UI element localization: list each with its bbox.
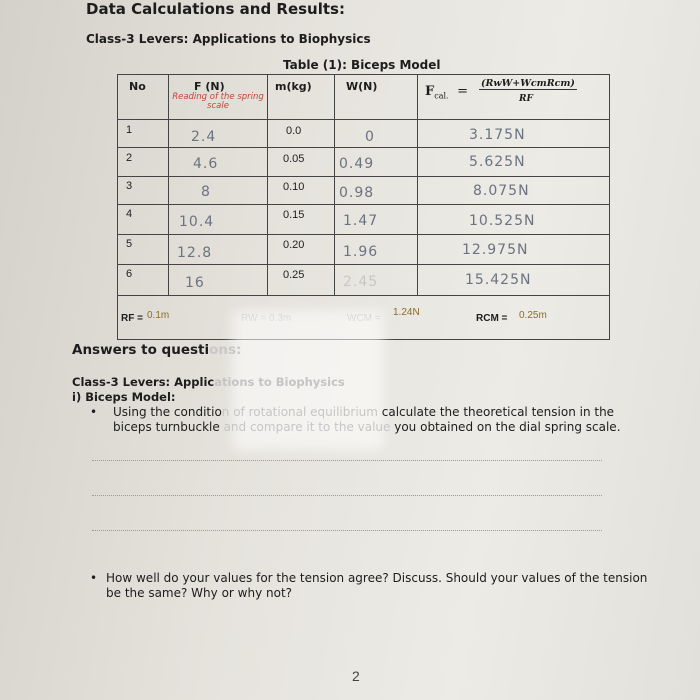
rf-value: 0.1m [147,310,170,321]
biceps-table [117,74,610,340]
row-5-mass: 0.20 [283,239,305,251]
row-2-force: 4.6 [193,156,219,172]
answers-heading: Answers to questions: [72,342,242,358]
bullet-1-marker: • [90,405,98,419]
row-3-force: 8 [201,184,211,200]
row-6-force: 16 [185,275,205,291]
row-5-weight: 1.96 [343,244,379,260]
answer-line-1[interactable] [92,460,602,461]
question-2: How well do your values for the tension agree? Discuss. Should your values of the tension be the same? Why or why not? [106,571,648,600]
answer-line-3[interactable] [92,530,602,531]
row-6-fcal: 15.425N [465,272,532,288]
fcal-denominator: RF [519,94,533,104]
col-header-mass: m(kg) [275,80,312,93]
row-6-mass: 0.25 [283,269,305,281]
row-1-weight: 0 [365,129,375,145]
wcm-value: 1.24N [393,307,420,318]
row-2-no: 2 [126,152,133,164]
row-1-no: 1 [126,124,133,136]
row-6-no: 6 [126,268,133,280]
col-header-force-note: Reading of the spring scale [172,92,264,111]
row-4-fcal: 10.525N [469,213,536,229]
rf-label: RF = [121,313,143,324]
col-header-no: No [129,80,146,93]
page-number: 2 [352,668,360,684]
col-header-force: F (N) [194,80,225,93]
bullet-2-marker: • [90,571,98,585]
rcm-value: 0.25m [519,310,547,321]
answer-line-2[interactable] [92,495,602,496]
table-caption: Table (1): Biceps Model [283,58,441,72]
page-title: Data Calculations and Results: [86,0,345,18]
section-title: Class-3 Levers: Applications to Biophysics [86,32,371,46]
answers-section-title: Class-3 Levers: Applications to Biophysics [72,375,345,389]
row-5-no: 5 [126,238,133,250]
row-4-no: 4 [126,208,133,220]
row-2-mass: 0.05 [283,153,305,165]
row-5-fcal: 12.975N [462,242,529,258]
biceps-model-heading: i) Biceps Model: [72,390,176,404]
row-3-weight: 0.98 [339,185,375,201]
row-5-force: 12.8 [177,245,213,261]
row-6-weight: 2.45 [343,274,379,290]
fcal-numerator: (RwW+WcmRcm) [481,78,575,89]
rcm-label: RCM = [476,313,508,324]
row-3-fcal: 8.075N [473,183,530,199]
row-4-weight: 1.47 [343,213,379,229]
row-1-force: 2.4 [191,129,217,145]
row-2-weight: 0.49 [339,156,375,172]
row-3-mass: 0.10 [283,181,305,193]
question-1: Using the condition of rotational equilibrium calculate the theoretical tension in the biceps turnbuckle and compare it to the value you obtained on the dial spring scale. [113,405,621,434]
row-4-mass: 0.15 [283,209,305,221]
row-1-mass: 0.0 [286,125,302,137]
row-4-force: 10.4 [179,214,215,230]
row-3-no: 3 [126,180,133,192]
row-2-fcal: 5.625N [469,154,526,170]
col-header-weight: W(N) [346,80,378,93]
row-1-fcal: 3.175N [469,127,526,143]
col-header-fcal: $F_{cal.}$ = [425,84,469,101]
